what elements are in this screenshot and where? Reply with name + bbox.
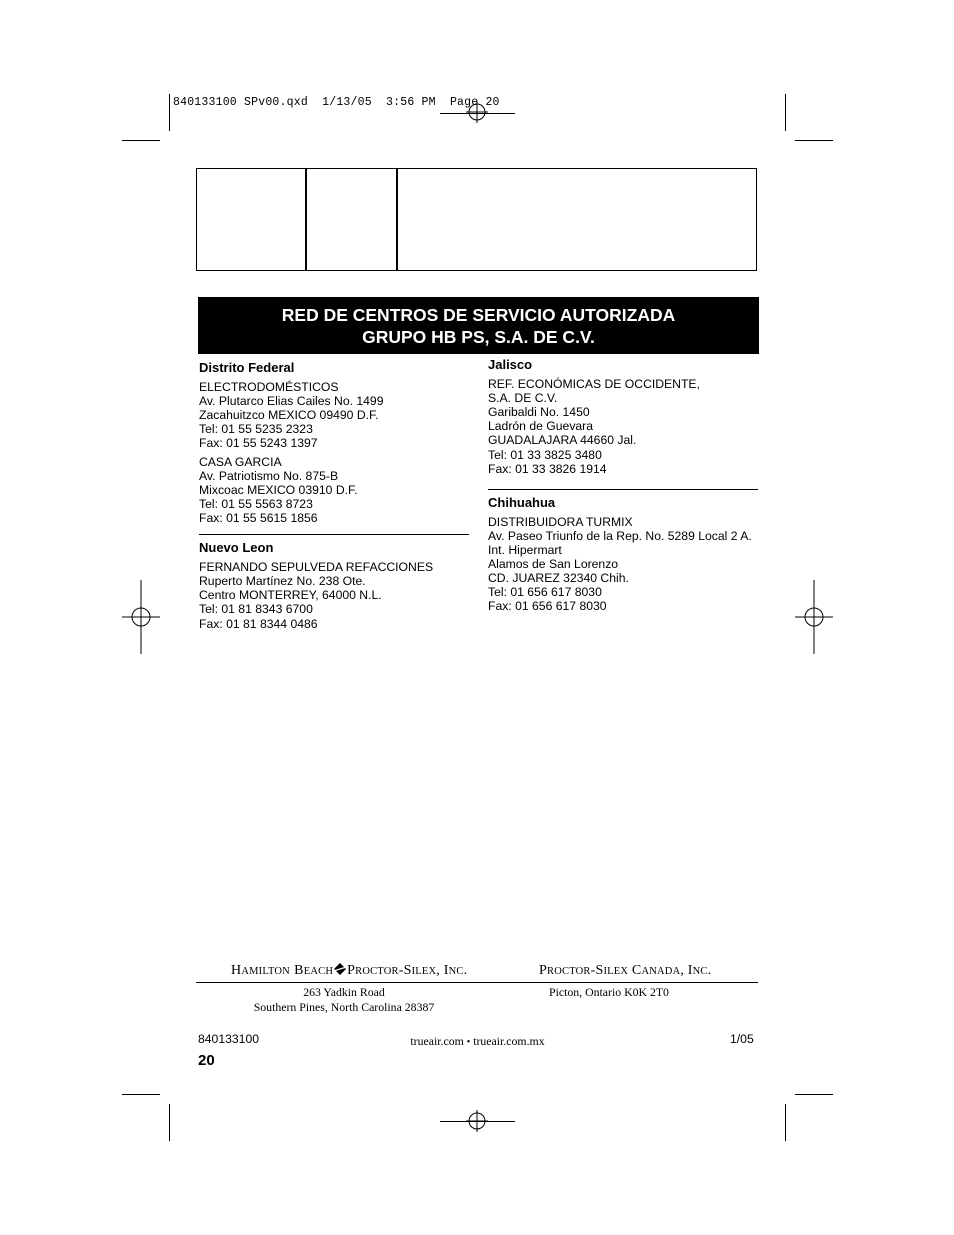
center-tel: Tel: 01 81 8343 6700 bbox=[199, 602, 313, 617]
center-tel: Tel: 01 55 5563 8723 bbox=[199, 496, 313, 511]
service-center bbox=[488, 377, 758, 476]
right-column bbox=[488, 358, 758, 618]
center-name: FERNANDO SEPULVEDA REFACCIONES bbox=[199, 560, 434, 575]
address-city: Southern Pines, North Carolina 28387 bbox=[253, 999, 435, 1014]
section-chihuahua bbox=[488, 496, 758, 614]
center-fax: Fax: 01 55 5615 1856 bbox=[199, 510, 318, 525]
center-address: Av. Paseo Triunfo de la Rep. No. 5289 Local 2 A. bbox=[488, 528, 752, 543]
empty-table bbox=[196, 168, 757, 271]
website-link-mx[interactable]: trueair.com.mx bbox=[473, 1034, 545, 1048]
part-number: 840133100 bbox=[198, 1032, 260, 1046]
center-address: Garibaldi No. 1450 bbox=[488, 405, 590, 420]
service-center bbox=[199, 380, 469, 450]
center-city: GUADALAJARA 44660 Jal. bbox=[488, 433, 637, 448]
center-city: Mixcoac MEXICO 03910 D.F. bbox=[199, 482, 358, 497]
section-nuevo-leon bbox=[199, 541, 469, 631]
section-divider bbox=[199, 534, 469, 535]
center-name-cont: S.A. DE C.V. bbox=[488, 391, 558, 406]
section-heading: Nuevo Leon bbox=[199, 540, 274, 556]
center-name: REF. ECONÓMICAS DE OCCIDENTE, bbox=[488, 377, 700, 392]
footer-rule bbox=[196, 982, 758, 983]
website-links bbox=[330, 1034, 625, 1049]
section-heading: Jalisco bbox=[488, 357, 533, 372]
canada-address: Picton, Ontario K0K 2T0 bbox=[549, 985, 669, 999]
service-center bbox=[199, 455, 469, 525]
hamilton-address bbox=[196, 985, 492, 1014]
center-city: CD. JUAREZ 32340 Chih. bbox=[488, 571, 629, 586]
banner-title-line2: GRUPO HB PS, S.A. DE C.V. bbox=[362, 327, 595, 347]
section-divider bbox=[488, 489, 758, 490]
banner-title-line1: RED DE CENTROS DE SERVICIO AUTORIZADA bbox=[281, 305, 676, 325]
center-district: Alamos de San Lorenzo bbox=[488, 557, 619, 572]
registration-mark-icon bbox=[795, 580, 833, 654]
center-name: CASA GARCIA bbox=[199, 454, 282, 469]
diamond-logo-icon bbox=[334, 963, 346, 975]
registration-mark-icon bbox=[122, 580, 160, 654]
page-number: 20 bbox=[198, 1052, 215, 1069]
bullet-icon: • bbox=[466, 1037, 471, 1048]
registration-mark-icon bbox=[466, 101, 488, 123]
print-slug: 840133100 SPv00.qxd 1/13/05 3:56 PM Page 20 bbox=[173, 96, 500, 109]
title-banner bbox=[198, 297, 759, 354]
center-name: ELECTRODOMÉSTICOS bbox=[199, 380, 339, 395]
section-heading: Chihuahua bbox=[488, 494, 556, 510]
center-fax: Fax: 01 55 5243 1397 bbox=[199, 436, 318, 451]
center-address: Ruperto Martínez No. 238 Ote. bbox=[199, 574, 366, 589]
left-column bbox=[199, 361, 469, 635]
section-distrito-federal bbox=[199, 361, 469, 525]
center-fax: Fax: 01 81 8344 0486 bbox=[199, 616, 318, 631]
center-fax: Fax: 01 656 617 8030 bbox=[488, 599, 607, 614]
center-city: Zacahuitzco MEXICO 09490 D.F. bbox=[199, 408, 379, 423]
center-tel: Tel: 01 33 3825 3480 bbox=[488, 447, 602, 462]
section-heading: Distrito Federal bbox=[199, 360, 295, 375]
address-street: 263 Yadkin Road bbox=[303, 985, 385, 999]
center-tel: Tel: 01 656 617 8030 bbox=[488, 585, 602, 600]
service-center bbox=[488, 515, 758, 614]
center-district: Ladrón de Guevara bbox=[488, 419, 594, 434]
website-link-us[interactable]: trueair.com bbox=[410, 1034, 464, 1048]
registration-mark-icon bbox=[466, 1110, 488, 1132]
center-address: Av. Patriotismo No. 875-B bbox=[199, 468, 339, 483]
section-jalisco bbox=[488, 358, 758, 476]
date-code: 1/05 bbox=[730, 1032, 754, 1046]
center-tel: Tel: 01 55 5235 2323 bbox=[199, 422, 313, 437]
center-building: Int. Hipermart bbox=[488, 543, 562, 558]
company-name-hamilton-beach-proctor-silex: HAMILTON BEACH PROCTOR-SILEX, INC. bbox=[231, 963, 468, 978]
center-address: Av. Plutarco Elias Cailes No. 1499 bbox=[199, 394, 384, 409]
center-fax: Fax: 01 33 3826 1914 bbox=[488, 461, 607, 476]
center-city: Centro MONTERREY, 64000 N.L. bbox=[199, 588, 382, 603]
company-name-proctor-silex-canada: PROCTOR-SILEX CANADA, INC. bbox=[539, 963, 712, 978]
service-center bbox=[199, 560, 469, 630]
center-name: DISTRIBUIDORA TURMIX bbox=[488, 514, 633, 529]
